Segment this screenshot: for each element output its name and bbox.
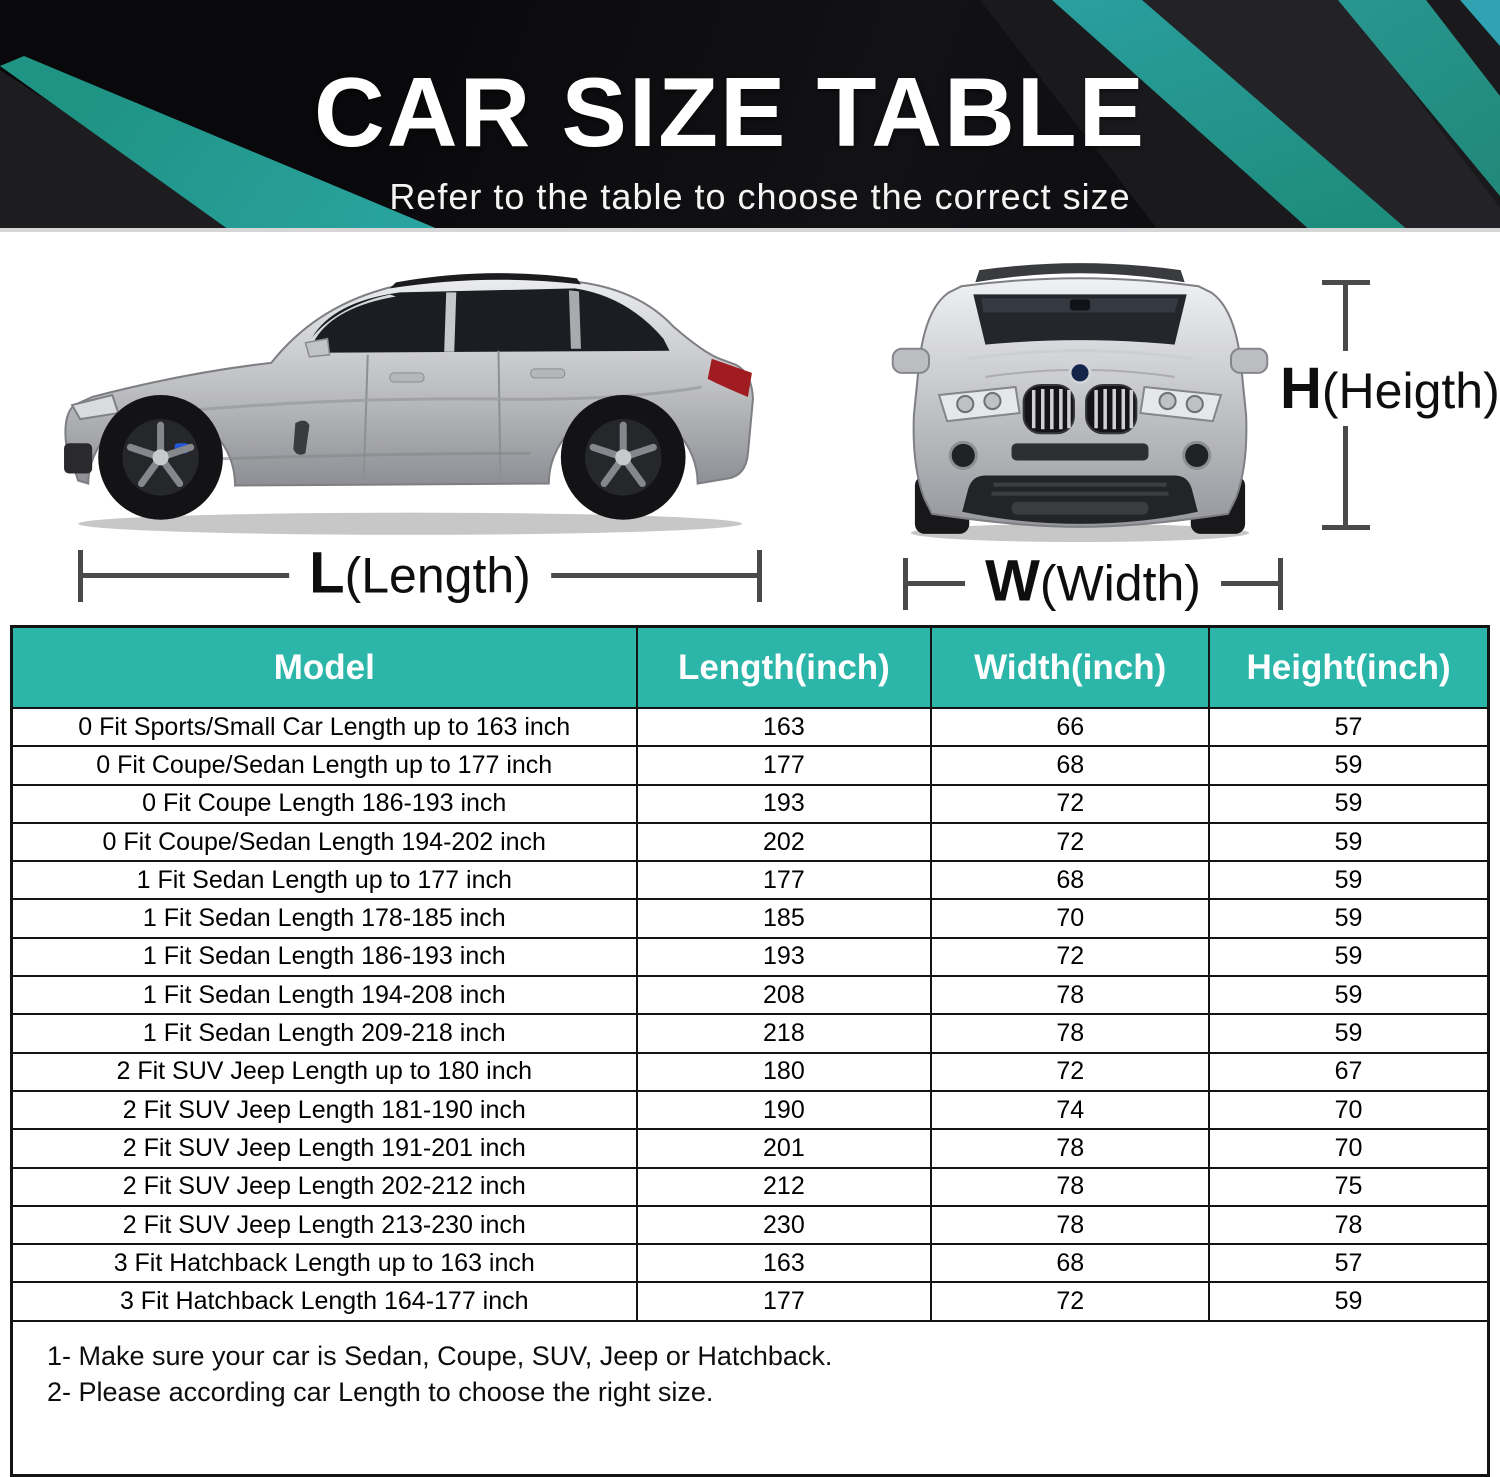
- value-cell: 72: [931, 938, 1209, 976]
- table-row: [13, 1091, 1487, 1129]
- rear-wheel: [561, 395, 686, 520]
- value-cell: 59: [1209, 785, 1487, 823]
- suv-side-view-image: [58, 246, 762, 538]
- value-cell: 70: [1209, 1129, 1487, 1167]
- value-cell: 72: [931, 785, 1209, 823]
- table-row: [13, 938, 1487, 976]
- value-cell: 78: [931, 1206, 1209, 1244]
- table-row: [13, 823, 1487, 861]
- value-cell: 185: [637, 899, 932, 937]
- model-cell: 0 Fit Coupe/Sedan Length 194-202 inch: [13, 823, 637, 861]
- value-cell: 177: [637, 1282, 932, 1320]
- model-cell: 3 Fit Hatchback Length 164-177 inch: [13, 1282, 637, 1320]
- header-row: [13, 628, 1487, 708]
- length-dimension-line: [78, 540, 762, 606]
- value-cell: 208: [637, 976, 932, 1014]
- notes-section: [13, 1322, 1487, 1410]
- value-cell: 67: [1209, 1053, 1487, 1091]
- value-cell: 78: [931, 1129, 1209, 1167]
- table-row: [13, 976, 1487, 1014]
- value-cell: 72: [931, 823, 1209, 861]
- column-header-length: Length(inch): [637, 628, 932, 708]
- height-dimension-line: [1280, 280, 1500, 530]
- model-cell: 2 Fit SUV Jeep Length up to 180 inch: [13, 1053, 637, 1091]
- value-cell: 78: [1209, 1206, 1487, 1244]
- size-table-container: [10, 625, 1490, 1477]
- value-cell: 163: [637, 1244, 932, 1282]
- value-cell: 57: [1209, 1244, 1487, 1282]
- value-cell: 72: [931, 1282, 1209, 1320]
- value-cell: 201: [637, 1129, 932, 1167]
- model-cell: 2 Fit SUV Jeep Length 181-190 inch: [13, 1091, 637, 1129]
- value-cell: 59: [1209, 861, 1487, 899]
- size-table-body: [13, 708, 1487, 1321]
- model-cell: 1 Fit Sedan Length up to 177 inch: [13, 861, 637, 899]
- model-cell: 1 Fit Sedan Length 209-218 inch: [13, 1014, 637, 1052]
- size-table-header: [13, 628, 1487, 708]
- value-cell: 74: [931, 1091, 1209, 1129]
- suv-front-view-image: [888, 242, 1272, 544]
- value-cell: 193: [637, 785, 932, 823]
- model-cell: 1 Fit Sedan Length 178-185 inch: [13, 899, 637, 937]
- value-cell: 59: [1209, 1282, 1487, 1320]
- width-label: W(Width): [965, 546, 1221, 617]
- dimension-cap: [1278, 558, 1283, 610]
- value-cell: 66: [931, 708, 1209, 746]
- length-label: L(Length): [289, 538, 551, 609]
- banner: [0, 0, 1500, 232]
- value-cell: 59: [1209, 976, 1487, 1014]
- table-row: [13, 708, 1487, 746]
- value-cell: 230: [637, 1206, 932, 1244]
- note-line-1: 1- Make sure your car is Sedan, Coupe, SUV, Jeep or Hatchback.: [47, 1340, 833, 1371]
- table-row: [13, 1244, 1487, 1282]
- value-cell: 59: [1209, 746, 1487, 784]
- model-cell: 0 Fit Coupe/Sedan Length up to 177 inch: [13, 746, 637, 784]
- table-row: [13, 1282, 1487, 1320]
- table-row: [13, 1053, 1487, 1091]
- value-cell: 59: [1209, 823, 1487, 861]
- table-row: [13, 785, 1487, 823]
- value-cell: 72: [931, 1053, 1209, 1091]
- value-cell: 57: [1209, 708, 1487, 746]
- value-cell: 59: [1209, 1014, 1487, 1052]
- model-cell: 3 Fit Hatchback Length up to 163 inch: [13, 1244, 637, 1282]
- page-subtitle: Refer to the table to choose the correct size: [389, 176, 1131, 217]
- table-row: [13, 899, 1487, 937]
- value-cell: 68: [931, 746, 1209, 784]
- table-row: [13, 1206, 1487, 1244]
- table-row: [13, 1014, 1487, 1052]
- front-wheel: [98, 395, 223, 520]
- value-cell: 70: [931, 899, 1209, 937]
- value-cell: 78: [931, 976, 1209, 1014]
- model-cell: 1 Fit Sedan Length 186-193 inch: [13, 938, 637, 976]
- column-header-width: Width(inch): [931, 628, 1209, 708]
- value-cell: 193: [637, 938, 932, 976]
- column-header-model: Model: [13, 628, 637, 708]
- value-cell: 59: [1209, 938, 1487, 976]
- model-cell: 1 Fit Sedan Length 194-208 inch: [13, 976, 637, 1014]
- value-cell: 202: [637, 823, 932, 861]
- model-cell: 0 Fit Sports/Small Car Length up to 163 inch: [13, 708, 637, 746]
- value-cell: 68: [931, 861, 1209, 899]
- model-cell: 0 Fit Coupe Length 186-193 inch: [13, 785, 637, 823]
- value-cell: 59: [1209, 899, 1487, 937]
- value-cell: 78: [931, 1168, 1209, 1206]
- page-title: CAR SIZE TABLE: [314, 57, 1146, 167]
- value-cell: 70: [1209, 1091, 1487, 1129]
- model-cell: 2 Fit SUV Jeep Length 202-212 inch: [13, 1168, 637, 1206]
- table-row: [13, 746, 1487, 784]
- value-cell: 68: [931, 1244, 1209, 1282]
- table-row: [13, 1168, 1487, 1206]
- value-cell: 78: [931, 1014, 1209, 1052]
- value-cell: 75: [1209, 1168, 1487, 1206]
- value-cell: 177: [637, 746, 932, 784]
- table-row: [13, 1129, 1487, 1167]
- value-cell: 177: [637, 861, 932, 899]
- dimension-cap: [757, 550, 762, 602]
- height-label: H(Heigth): [1270, 351, 1500, 426]
- dimension-cap: [1322, 525, 1370, 530]
- value-cell: 218: [637, 1014, 932, 1052]
- model-cell: 2 Fit SUV Jeep Length 213-230 inch: [13, 1206, 637, 1244]
- width-dimension-line: [903, 548, 1283, 614]
- column-header-height: Height(inch): [1209, 628, 1487, 708]
- size-table: [13, 628, 1487, 1322]
- value-cell: 190: [637, 1091, 932, 1129]
- value-cell: 163: [637, 708, 932, 746]
- value-cell: 180: [637, 1053, 932, 1091]
- value-cell: 212: [637, 1168, 932, 1206]
- note-line-2: 2- Please according car Length to choose the right size.: [47, 1376, 714, 1407]
- model-cell: 2 Fit SUV Jeep Length 191-201 inch: [13, 1129, 637, 1167]
- table-row: [13, 861, 1487, 899]
